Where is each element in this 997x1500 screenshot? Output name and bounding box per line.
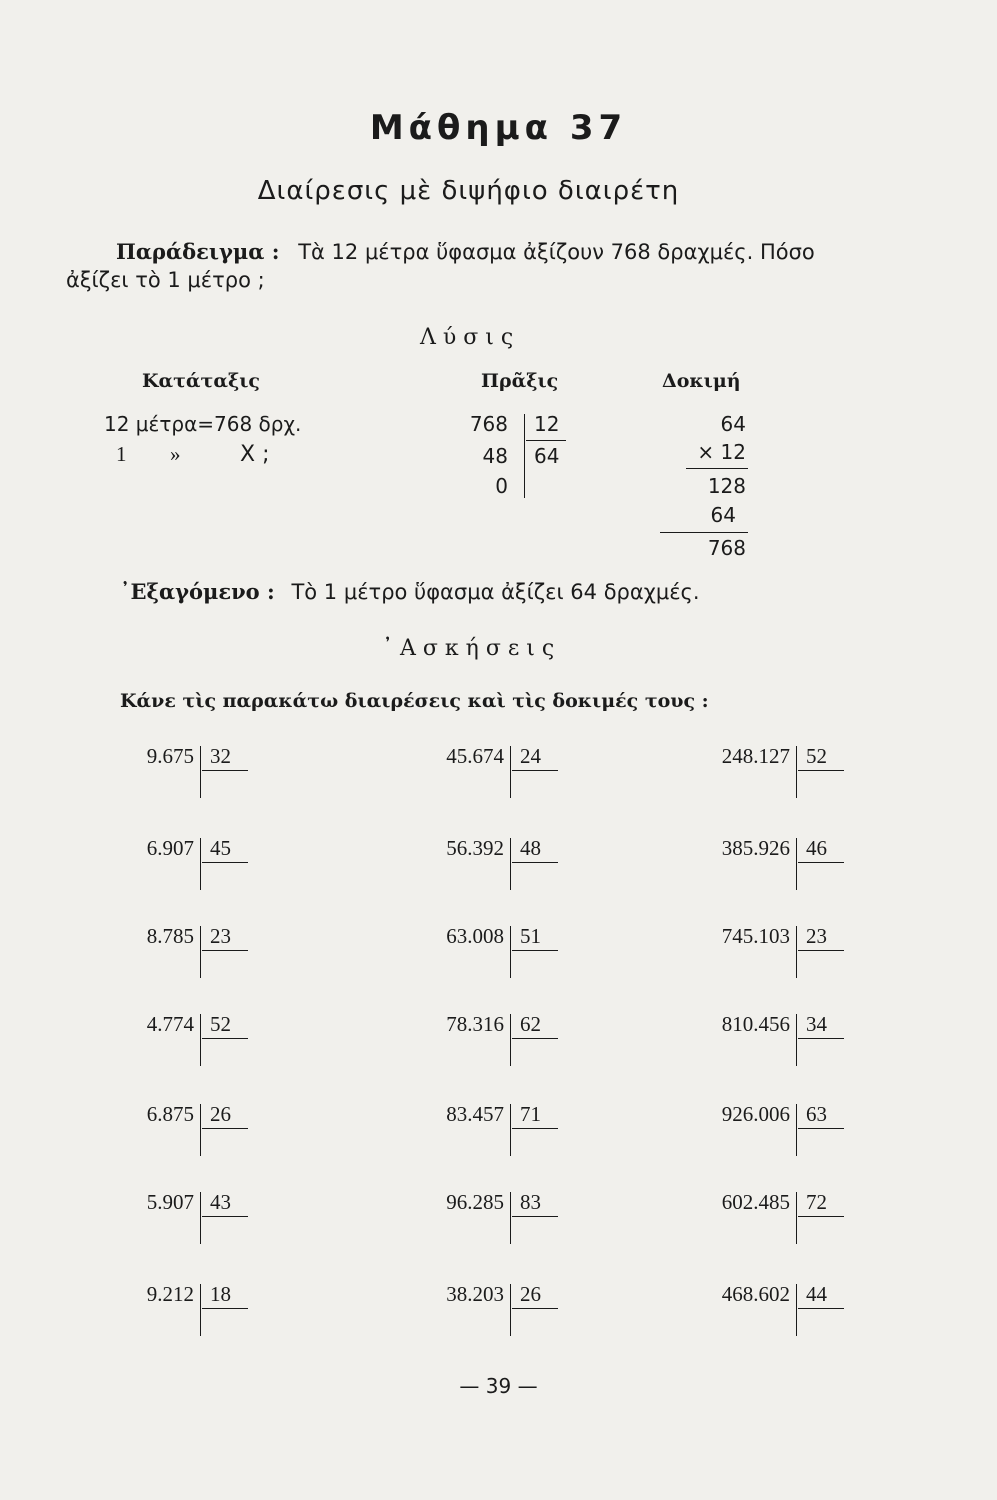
check-result: 768 <box>707 536 746 560</box>
exercise-horizontal-line <box>512 1128 558 1129</box>
exercise-divisor: 32 <box>210 744 231 768</box>
exercise-vertical-line <box>200 1284 201 1336</box>
exercise-horizontal-line <box>798 862 844 863</box>
exercise-horizontal-line <box>512 1038 558 1039</box>
exercise-horizontal-line <box>798 1308 844 1309</box>
exercise-dividend: 5.907 <box>146 1190 194 1214</box>
exercise-dividend: 926.006 <box>721 1102 790 1126</box>
exercise-dividend: 4.774 <box>146 1012 194 1036</box>
check-n1: 64 <box>720 412 746 436</box>
result-label: ᾿Εξαγόμενο : <box>120 579 275 604</box>
example-label: Παράδειγμα : <box>116 239 280 264</box>
exercises-heading: ᾿Ασκήσεις <box>382 636 562 661</box>
operation-horizontal-line <box>526 440 566 441</box>
exercise-horizontal-line <box>202 1128 248 1129</box>
page-number: — 39 — <box>459 1374 538 1398</box>
exercise-dividend: 9.212 <box>146 1282 194 1306</box>
exercise-vertical-line <box>796 1104 797 1156</box>
exercise-horizontal-line <box>512 770 558 771</box>
check-n2: × 12 <box>697 440 746 464</box>
exercise-horizontal-line <box>798 1038 844 1039</box>
exercise-horizontal-line <box>512 1308 558 1309</box>
exercise-vertical-line <box>796 1192 797 1244</box>
exercise-horizontal-line <box>512 1216 558 1217</box>
exercise-divisor: 24 <box>520 744 541 768</box>
exercise-divisor: 18 <box>210 1282 231 1306</box>
operation-final-remainder: 0 <box>495 474 508 498</box>
exercise-divisor: 26 <box>210 1102 231 1126</box>
exercise-dividend: 6.875 <box>146 1102 194 1126</box>
exercise-divisor: 52 <box>210 1012 231 1036</box>
exercise-horizontal-line <box>798 1128 844 1129</box>
exercise-vertical-line <box>796 746 797 798</box>
example-text-1: Τὰ 12 μέτρα ὕφασμα ἀξίζουν 768 δραχμές. Πόσο <box>298 240 815 264</box>
exercise-divisor: 23 <box>806 924 827 948</box>
exercise-vertical-line <box>796 1014 797 1066</box>
exercise-vertical-line <box>796 838 797 890</box>
header-arrangement: Κατάταξις <box>142 370 260 392</box>
check-p2: 64 <box>710 503 736 527</box>
exercise-divisor: 83 <box>520 1190 541 1214</box>
exercise-dividend: 83.457 <box>446 1102 504 1126</box>
exercise-horizontal-line <box>512 950 558 951</box>
exercise-divisor: 44 <box>806 1282 827 1306</box>
exercises-instruction: Κάνε τὶς παρακάτω διαιρέσεις καὶ τὶς δοκιμές τους : <box>120 690 709 712</box>
exercise-horizontal-line <box>202 770 248 771</box>
exercise-dividend: 8.785 <box>146 924 194 948</box>
exercise-dividend: 56.392 <box>446 836 504 860</box>
exercise-dividend: 38.203 <box>446 1282 504 1306</box>
exercise-vertical-line <box>510 1014 511 1066</box>
exercise-dividend: 385.926 <box>721 836 790 860</box>
exercise-horizontal-line <box>202 1038 248 1039</box>
exercise-divisor: 45 <box>210 836 231 860</box>
operation-vertical-line <box>524 414 525 498</box>
exercise-dividend: 45.674 <box>446 744 504 768</box>
exercise-vertical-line <box>510 838 511 890</box>
exercise-vertical-line <box>200 838 201 890</box>
result-line <box>120 578 700 606</box>
arrangement-line-1: 12 μέτρα=768 δρχ. <box>104 412 302 436</box>
exercise-vertical-line <box>796 926 797 978</box>
example-text-2: ἀξίζει τὸ 1 μέτρο ; <box>66 268 265 292</box>
operation-partial: 48 <box>482 444 508 468</box>
exercise-divisor: 26 <box>520 1282 541 1306</box>
exercise-vertical-line <box>200 1104 201 1156</box>
exercise-horizontal-line <box>798 1216 844 1217</box>
exercise-vertical-line <box>200 926 201 978</box>
exercise-divisor: 63 <box>806 1102 827 1126</box>
exercise-divisor: 48 <box>520 836 541 860</box>
check-line-1 <box>686 468 748 469</box>
exercise-vertical-line <box>200 746 201 798</box>
exercise-divisor: 43 <box>210 1190 231 1214</box>
exercise-divisor: 34 <box>806 1012 827 1036</box>
exercise-horizontal-line <box>202 862 248 863</box>
exercise-dividend: 468.602 <box>721 1282 790 1306</box>
exercise-horizontal-line <box>202 950 248 951</box>
exercise-dividend: 78.316 <box>446 1012 504 1036</box>
operation-divisor: 12 <box>534 412 560 436</box>
header-check: Δοκιμή <box>662 370 741 392</box>
header-operation: Πρᾶξις <box>481 370 559 392</box>
lesson-title: Μάθημα 37 <box>369 108 628 148</box>
exercise-dividend: 810.456 <box>721 1012 790 1036</box>
exercise-vertical-line <box>510 1104 511 1156</box>
exercise-dividend: 6.907 <box>146 836 194 860</box>
exercise-vertical-line <box>510 1284 511 1336</box>
arrangement-unit: 1 <box>116 442 127 466</box>
exercise-vertical-line <box>200 1192 201 1244</box>
exercise-horizontal-line <box>202 1216 248 1217</box>
exercise-dividend: 63.008 <box>446 924 504 948</box>
exercise-vertical-line <box>200 1014 201 1066</box>
exercise-divisor: 52 <box>806 744 827 768</box>
exercise-divisor: 51 <box>520 924 541 948</box>
exercise-vertical-line <box>510 1192 511 1244</box>
result-text: Τὸ 1 μέτρο ὕφασμα ἀξίζει 64 δραχμές. <box>291 580 700 604</box>
exercise-divisor: 71 <box>520 1102 541 1126</box>
exercise-dividend: 9.675 <box>146 744 194 768</box>
arrangement-ditto: » <box>170 442 181 466</box>
exercise-divisor: 62 <box>520 1012 541 1036</box>
exercise-divisor: 72 <box>806 1190 827 1214</box>
exercise-horizontal-line <box>798 770 844 771</box>
exercise-vertical-line <box>796 1284 797 1336</box>
example-line-1 <box>116 238 815 266</box>
exercise-vertical-line <box>510 926 511 978</box>
exercise-dividend: 602.485 <box>721 1190 790 1214</box>
check-p1: 128 <box>707 474 746 498</box>
operation-dividend: 768 <box>469 412 508 436</box>
exercise-horizontal-line <box>512 862 558 863</box>
exercise-vertical-line <box>510 746 511 798</box>
exercise-horizontal-line <box>798 950 844 951</box>
exercise-dividend: 248.127 <box>721 744 790 768</box>
lesson-subtitle: Διαίρεσις μὲ διψήφιο διαιρέτη <box>257 176 680 206</box>
exercise-divisor: 46 <box>806 836 827 860</box>
check-line-2 <box>660 532 748 533</box>
exercise-horizontal-line <box>202 1308 248 1309</box>
solution-heading: Λύσις <box>420 325 521 350</box>
exercise-dividend: 745.103 <box>721 924 790 948</box>
arrangement-unknown: X ; <box>240 442 270 467</box>
exercise-dividend: 96.285 <box>446 1190 504 1214</box>
exercise-divisor: 23 <box>210 924 231 948</box>
operation-quotient: 64 <box>534 444 560 468</box>
